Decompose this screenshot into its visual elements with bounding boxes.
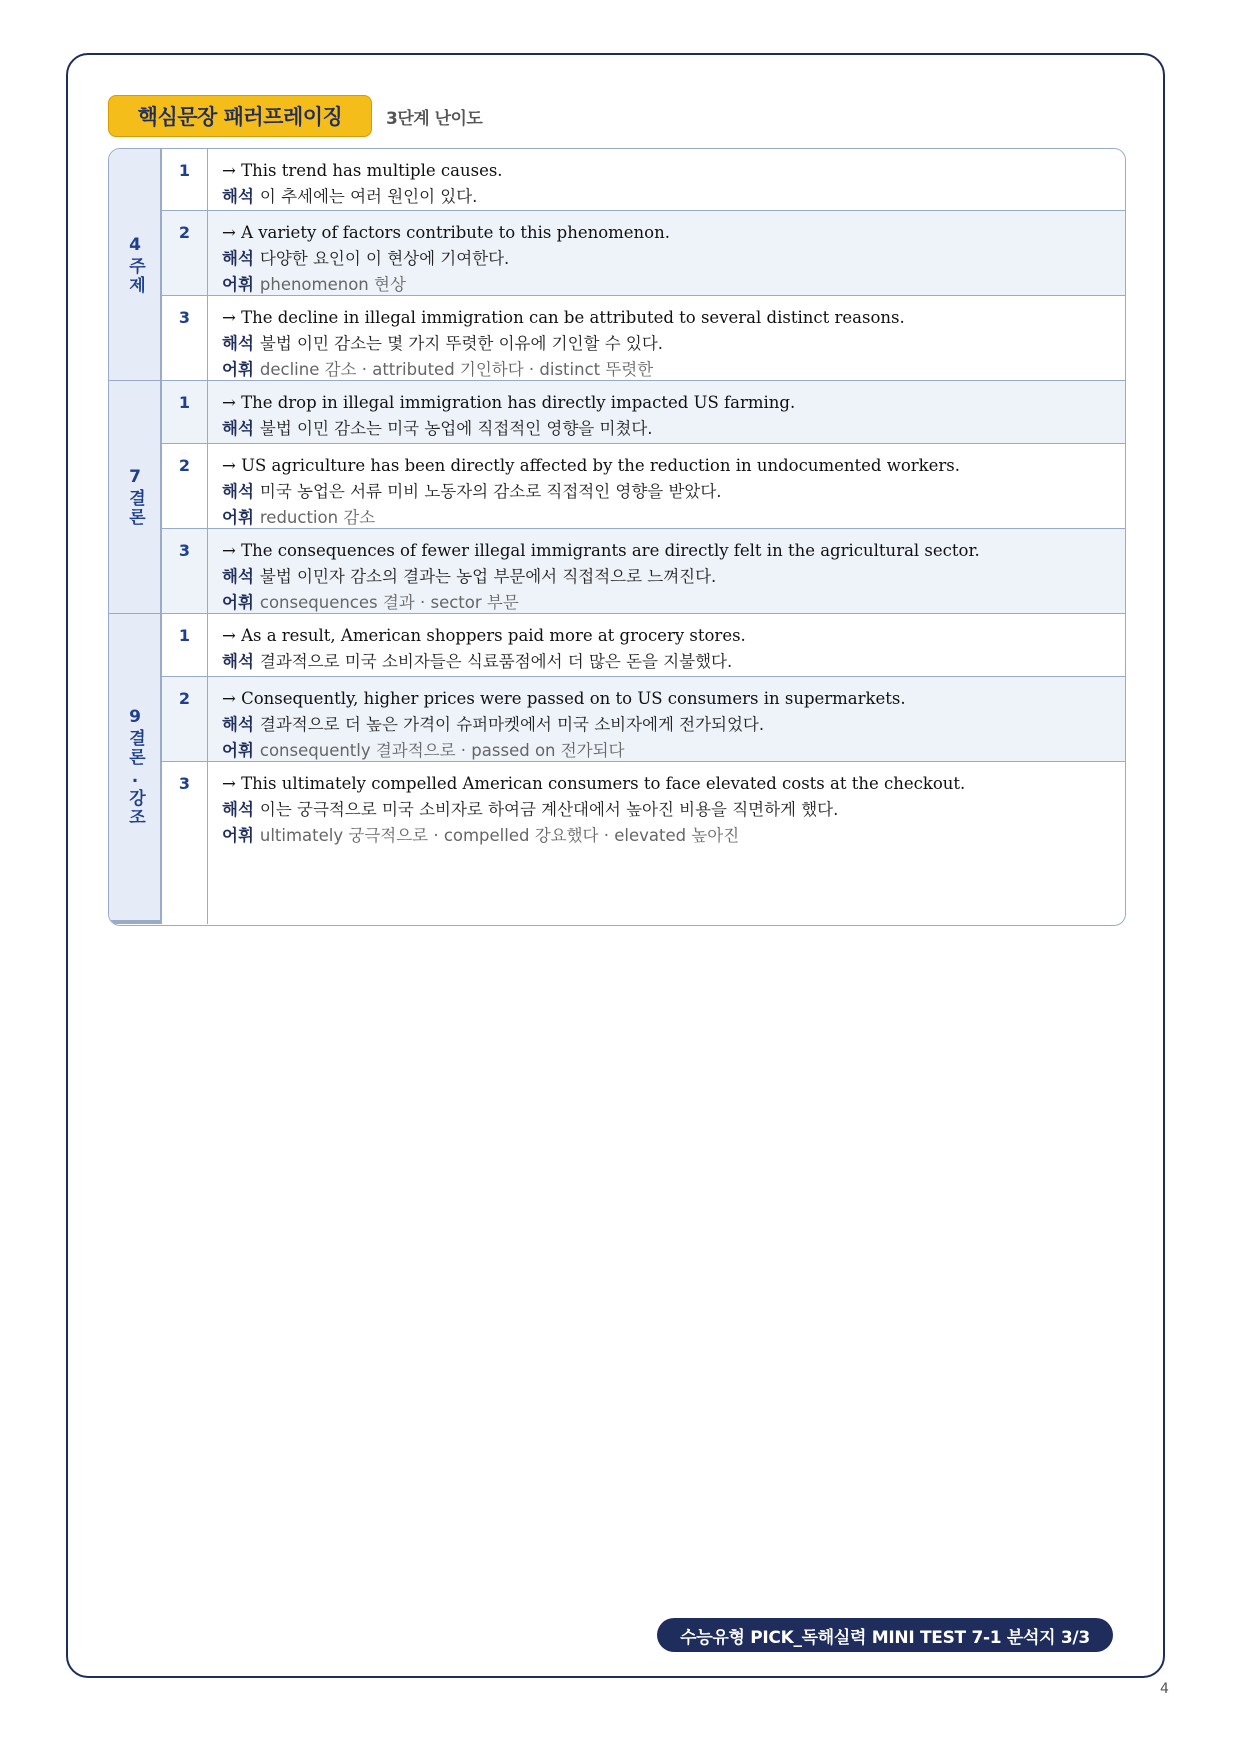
korean-translation: 결과적으로 미국 소비자들은 식료품점에서 더 많은 돈을 지불했다. <box>259 652 733 671</box>
row-number: 1 <box>162 614 208 676</box>
row-number: 1 <box>162 381 208 443</box>
vocab-label: 어휘 <box>222 360 254 379</box>
paraphrase-table <box>108 148 1126 926</box>
english-sentence: → US agriculture has been directly affected by the reduction in undocumented workers. <box>222 456 961 475</box>
korean-translation: 불법 이민자 감소의 결과는 농업 부문에서 직접적으로 느껴진다. <box>259 567 717 586</box>
row-number: 3 <box>162 296 208 380</box>
group-conclusion <box>109 381 1125 614</box>
english-sentence: → Consequently, higher prices were passed on to US consumers in supermarkets. <box>222 689 906 708</box>
table-row <box>162 614 1125 677</box>
interp-label: 해석 <box>222 187 254 206</box>
vocab-list: phenomenon 현상 <box>259 275 406 294</box>
interp-label: 해석 <box>222 800 254 819</box>
vocab-list: consequences 결과 · sector 부문 <box>259 593 519 612</box>
table-row <box>162 149 1125 211</box>
group-label: 4주제 <box>109 149 162 381</box>
row-number: 3 <box>162 529 208 613</box>
table-row <box>162 444 1125 529</box>
korean-translation: 불법 이민 감소는 몇 가지 뚜렷한 이유에 기인할 수 있다. <box>259 334 663 353</box>
interp-label: 해석 <box>222 249 254 268</box>
table-row <box>162 762 1125 924</box>
row-number: 1 <box>162 149 208 210</box>
vocab-label: 어휘 <box>222 593 254 612</box>
group-topic <box>109 149 1125 381</box>
korean-translation: 결과적으로 더 높은 가격이 슈퍼마켓에서 미국 소비자에게 전가되었다. <box>259 715 765 734</box>
table-row <box>162 529 1125 614</box>
vocab-label: 어휘 <box>222 826 254 845</box>
korean-translation: 다양한 요인이 이 현상에 기여한다. <box>259 249 510 268</box>
footer-badge: 수능유형 PICK_독해실력 MINI TEST 7-1 분석지 3/3 <box>657 1618 1113 1652</box>
row-number: 2 <box>162 677 208 761</box>
english-sentence: → This trend has multiple causes. <box>222 161 503 180</box>
interp-label: 해석 <box>222 419 254 438</box>
interp-label: 해석 <box>222 652 254 671</box>
english-sentence: → The consequences of fewer illegal immigrants are directly felt in the agricultural sector. <box>222 541 980 560</box>
korean-translation: 이는 궁극적으로 미국 소비자로 하여금 계산대에서 높아진 비용을 직면하게 했다. <box>259 800 839 819</box>
korean-translation: 불법 이민 감소는 미국 농업에 직접적인 영향을 미쳤다. <box>259 419 653 438</box>
vocab-list: ultimately 궁극적으로 · compelled 강요했다 · elevated 높아진 <box>259 826 740 845</box>
vocab-label: 어휘 <box>222 741 254 760</box>
english-sentence: → The drop in illegal immigration has directly impacted US farming. <box>222 393 796 412</box>
difficulty-level: 3단계 난이도 <box>386 109 483 129</box>
english-sentence: → A variety of factors contribute to this phenomenon. <box>222 223 670 242</box>
vocab-label: 어휘 <box>222 275 254 294</box>
table-row <box>162 296 1125 381</box>
korean-translation: 이 추세에는 여러 원인이 있다. <box>259 187 478 206</box>
vocab-list: reduction 감소 <box>259 508 376 527</box>
group-label: 7결론 <box>109 381 162 614</box>
vocab-list: decline 감소 · attributed 기인하다 · distinct 뚜렷한 <box>259 360 654 379</box>
interp-label: 해석 <box>222 715 254 734</box>
interp-label: 해석 <box>222 334 254 353</box>
interp-label: 해석 <box>222 482 254 501</box>
english-sentence: → The decline in illegal immigration can be attributed to several distinct reasons. <box>222 308 905 327</box>
english-sentence: → This ultimately compelled American consumers to face elevated costs at the checkout. <box>222 774 966 793</box>
row-number: 2 <box>162 211 208 295</box>
table-row <box>162 677 1125 762</box>
korean-translation: 미국 농업은 서류 미비 노동자의 감소로 직접적인 영향을 받았다. <box>259 482 722 501</box>
row-number: 3 <box>162 762 208 924</box>
row-number: 2 <box>162 444 208 528</box>
vocab-label: 어휘 <box>222 508 254 527</box>
table-row <box>162 381 1125 444</box>
group-label: 9결론.강조 <box>109 614 162 924</box>
english-sentence: → As a result, American shoppers paid more at grocery stores. <box>222 626 746 645</box>
section-title: 핵심문장 패러프레이징 <box>108 95 372 137</box>
interp-label: 해석 <box>222 567 254 586</box>
table-row <box>162 211 1125 296</box>
vocab-list: consequently 결과적으로 · passed on 전가되다 <box>259 741 625 760</box>
page-number: 4 <box>1160 1681 1169 1697</box>
group-conclusion-emphasis <box>109 614 1125 924</box>
